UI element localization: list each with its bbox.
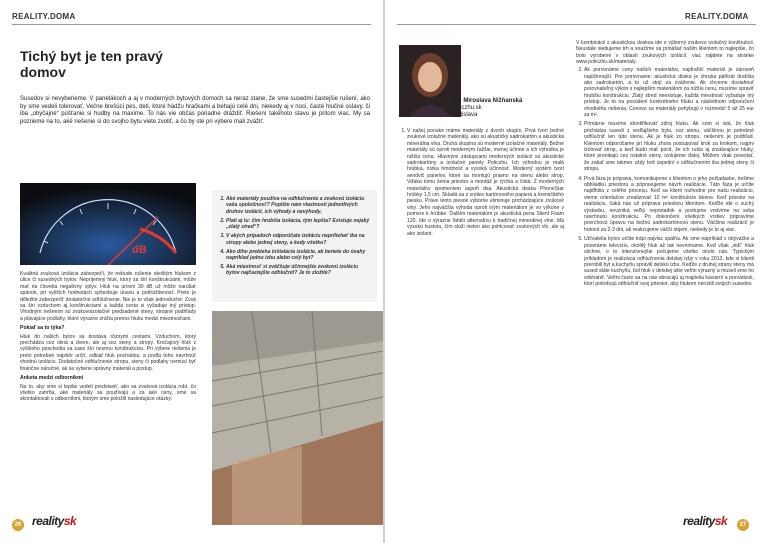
- answer-continuation: V kombinácii s akustickou doskou ide o výborný zvukovo izolačný konštrukcii. Neustále sledujeme trh a snažíme sa prinášať našim klientom to najlepšie, čo bolo vyrobené v oblasti zvukových izolácií, viac nájdete na stránke www.poticzhu.sk/materialy.: [576, 40, 754, 66]
- vu-meter-graphic: [20, 183, 196, 265]
- section-heading: Pokiaľ sa to týka?: [20, 325, 65, 332]
- expert-city: Bratislava: [451, 112, 478, 119]
- highlight-item: 1. Aké materiály používa na odhlučnenie a zvukovú izoláciu vaša spoločnosť? Popíšte nám vlastnosti jednotlivých druhov izolácií, ich výhody a nevýhody.: [226, 196, 371, 215]
- insulation-photo-graphic: [212, 311, 383, 525]
- vu-meter-image: [20, 183, 196, 265]
- right-column-1: [399, 128, 564, 508]
- answer-item: 3. Primárne musíme identifikovať zdroj hluku. Ak som si istá, že hluk prichádza susedi z vedľajšieho bytu, cez stenu, väčšinou je potrebné odhlučniť len túto stenu. Ak je hluk zo stropu, riešením je podhľad. Klientom odporúčame pri hluku zhora postupovať krok za krokom, najprv izolovať strop, a keď budú mať pocit, že ich rušia aj zostávajúce hluky, ktoré prenikajú cez ostatné steny, izolujeme ďalej. Môžem však povedať, že zatiaľ sme takmer vždy boli úspešní s odhlučnením iba jednej steny či stropu.: [584, 121, 754, 172]
- answer-item: 2. Ak porovnáme ceny našich materiálov, najdrahší materiál je zároveň najúčinnejší. Pre porovnanie: akustická doska je zhruba päťkrát drahšia ako sadrokartón, a to už stojí za zváženie. Ak chceme dosiahnuť porovnateľný výkon s najlepším materiálom za nižšiu cenu, musíme spraviť hrubšiu konštrukciu. Zlatý stred neexistuje, každá miestnosť vyžaduje iný prístup. Je to na posúdení konkrétneho hluku a následnom odporučení vhodného riešenia. Cenovo sa materiály pohybujú v rozmedzí 5 až 25 eur za m².: [584, 67, 754, 118]
- meter-unit-label: dB: [132, 244, 147, 256]
- answer-item: 1. V našej ponuke máme materiály z dvoch skupín. Prvá tvorí bežné zvukové izolačné materiály, ako sú akustický sadrokartón a akustická minerálna vlna. Druhá skupina sú moderné izolačné materiály. Bežné materiály sú oproti moderným ťažšie, menej účinné a ich výhodou je nižšia cena. Hlavnými zástupcami moderných izolácií sú akustické sadrokartóny a izolačné panely Poticzhu. Ich výhodou je malá hrúbka, nízka hmotnosť a vysoká účinnosť. Moderný systém tvorí sendvič panelov, ktoré sa montujú priamo na stenu alebo strop. Vďaka tomu šetria priestor a montáž je rýchla a čistá. Z moderných materiálov spomeniem aspoň dva. Akustická doska PhoneStar hrúbky 1,5 cm. Skladá sa z vrstiev kartónového papiera a kremičitého piesku. Práve tento piesok výborne eliminuje prichádzajúce zvukové vlny. Jeho najväčšia výhoda oproti iným materiálom je vo výkone v pomere k hrúbke. Ďalším materiálom je akustická pena Silent Foam 120. Ide o výrazne ľahkú alternatívu k tradičnej minerálnej vlne. Má vysokú hustotu, čím slúži nielen ako pohlcovač zvukových vĺn, ale aj ako izolant.: [407, 128, 564, 237]
- page-number-right: 27: [737, 519, 749, 531]
- left-page: [0, 0, 383, 543]
- right-page: [385, 0, 768, 543]
- answer-item: 5. Užívatelia bytov určite trápi najviac spálňa. Ak sme napríklad v obývačke a pozeráme televíziu, okolitý hluk až tak nevnímame. Keď však „vidí“ hluk stichne, o to intenzívnejšie počujeme všetko okolo nás. Typickým príkladom je realizácia odhlučnenia detskej izby v roku 2013, kde si klienti prerobili byt a kuchyňu spravili detskú izbu. Keďže z druhej strany steny má sused stále kuchyňu, bol hluk v detskej izbe veľmi výrazný a museli sme ho odstrániť. Veľmi často sa na nás obracajú aj majitelia kaviarní a prevádzok, ktorí potrebujú odhlučniť svoj priestor, aby hlukom nerušili svojich susedov.: [584, 236, 754, 287]
- publication-logo-right: realitysk: [683, 514, 728, 528]
- highlight-item: 2. Platí aj tu: čím hrubšia izolácia, tým lepšia? Existuje nejaký „zlatý stred“?: [226, 218, 371, 231]
- highlight-box: [212, 190, 377, 302]
- answer-item: 4. Prvá fáza je príprava, komunikujeme s klientom o jeho požiadavke, riešime obhliadku priestoru a pripravujeme návrh realizácie. Táto fáza je určite najdlhšia z celého procesu. Keď sa klient rozhodne pre našu realizáciu, vieme orientačne zrealizovať 10 m² konštrukcie denne. Keď priestor na realizáciu, čaká nás už príprava priestoru klientom. Keďže ide o suchý výstavbu, nevzniká veľký neporiadok a postupne vrstvíme na seba navrhnutú konštrukciu. Po dokončení všetkých vrstiev pripravíme povrchovú úpravu na bežnú sadrokartónovú stenu. Väčšina realizácií je hotová za 2-3 dni, ak realizujeme väčší objem, niekedy je to aj viac.: [584, 176, 754, 234]
- body-paragraph: Hluk do našich bytov sa dostáva rôznymi cestami. Vzduchom, ktorý prechádza cez okná a dvere, ale aj cez steny a stropy. Kročajový hluk z vyššieho poschodia sa zase šíri nosnou konštrukciou. Pri výbere riešenia je preto potrebné najskôr určiť, odkiaľ hluk pochádza, a podľa toho navrhnúť vhodnú izoláciu. Dodatočné odhlučnenie stropu, steny či podlahy nemusí byť finančne náročné, ak sa vyberie správny materiál a postup.: [20, 333, 196, 372]
- highlight-item: 5. Aká miestnosť si zväčšuje účinnejšie zvukovú izoláciu bytov najčastejšie odhlučnit? Je to zložité?: [226, 264, 371, 277]
- attic-insulation-photo: [212, 311, 383, 525]
- page-number-left: 26: [12, 519, 24, 531]
- article-title: Tichý byt je ten pravý domov: [20, 48, 163, 80]
- highlight-item: 3. V akých prípadoch odporúčate izoláciu nepriliehať iba na stropy alebo jednej steny, a kedy všetko?: [226, 233, 371, 246]
- article-lead: Susedov si nevyberieme. V panelákoch a aj v moderných bytových domoch sa neraz stane, že sme susedmi častejšie rušení, ako by sme vedeli tolerovať. Večne brešúci pes, deti, ktoré hádžu hračkami a behajú celé dni, niekedy aj v noci, časté hlučné oslavy, či iba „obyčajné“ púšťanie si hudby na maxime. To nás vie občas poriadne dráždiť. Riešení takéhoto stavu je pritom viac. My sa pozrieme na to, aké riešenie si do svojho bytu viete zvoliť, a čo by ste pri výbere mali zvážiť.: [20, 96, 370, 125]
- expert-credit: [451, 98, 522, 120]
- right-column-2: [576, 40, 754, 510]
- footer-left: [12, 519, 24, 531]
- expert-name: Ing. Miroslava Nižňanská: [451, 98, 523, 104]
- section-heading: Anketa medzi odborníkmi: [20, 375, 84, 382]
- highlight-item: 4. Ako dlho prebieha inštalácia izolácie, ak beriete do úvahy napríklad jednu izbu alebo celý byt?: [226, 249, 371, 262]
- footer-right: [737, 519, 749, 531]
- header-rule-left: [12, 24, 371, 25]
- magazine-header-right: REALITY.DOMA: [685, 12, 749, 21]
- magazine-header-left: REALITY.DOMA: [12, 12, 76, 21]
- publication-logo-left: realitysk: [32, 514, 77, 528]
- left-body-column: [20, 271, 196, 511]
- body-paragraph: Na to, aby sme si lepšie vedeli predstaviť, ako sa zvuková izolácia robí, čo všetko zahŕňa, aké materiály sa používajú a za aké ceny, sme sa skontaktovali s odborníkmi, ktorým sme položili nasledujúce otázky:: [20, 383, 196, 403]
- body-paragraph: Kvalitná zvuková izolácia zabezpečí, že nebude rušenie okolitým hlukom z ulice či susedných bytov. Nepríjemný hluk, ktorý sa šíri konštrukciami, môže mať na človeka negatívny vplyv. Hluk na úrovni 30 dB už môže narúšať spánok, pri vyšších hodnotách spôsobuje únavu a podráždenosť. Preto je dôležité zabezpečiť dostatočné odhlučnenie. Nie je to však jednoduché. Zvuk sa šíri vzduchom aj konštrukciami a každá cesta si vyžaduje iný prístup. Vhodným riešením sú zvukovoizolačné predsadené steny, stropné podhľady a plávajúce podlahy, ktoré výrazne znížia prenos hluku medzi miestnosťami.: [20, 271, 196, 322]
- header-rule-right: [397, 24, 756, 25]
- expert-company: Poticzhu.sk: [451, 105, 482, 112]
